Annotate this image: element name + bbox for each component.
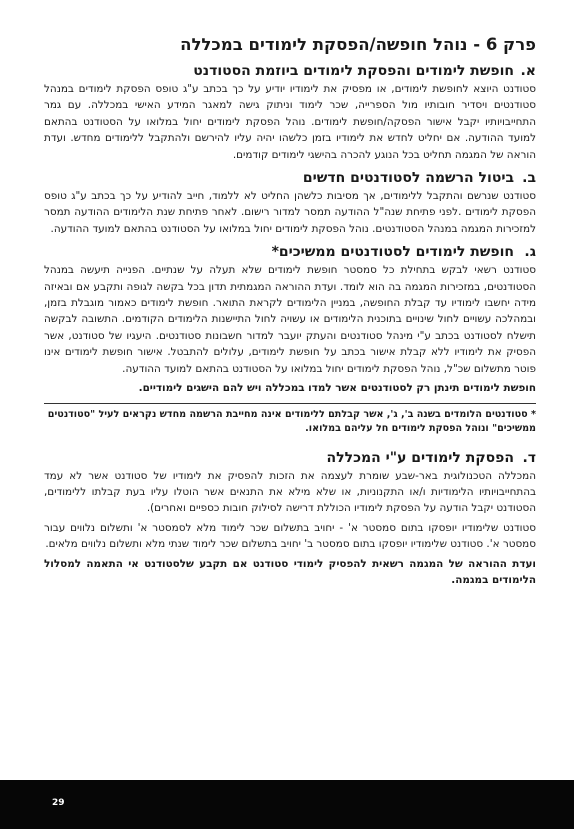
page-footer <box>0 780 574 829</box>
footnote: * סטודנטים הלומדים בשנה ב', ג', אשר קבלתם ללימודים אינה מחייבת הרשמה מחדש נקראים לעיל "סטודנטים ממשיכים" ונוהל הפסקת לימודים חל עליהם במלואו. <box>44 403 536 437</box>
section-a-paragraph: סטודנט היוצא לחופשת לימודים, או מפסיק את לימודיו יודיע על כך בכתב ע"ג טופס הפסקת לימודים במנהל סטודנטים ויסדיר חובותיו מול הספרייה, שכר לימוד וניתוק גישה למאגר המידע האישי במכללה. עם גמר התחייבויותיו יקבל אישור הפסקה/חופשת לימודים. נוהל הפסקת לימודים יחול במלואו על הסטודנט בהתאם למועד ההודעה. אם יחליט לחדש את לימודיו בזמן כלשהו יהיה עליו להירשם ולהתקבל ללימודים מחדש. ועדת הוראה של המגמה תחליט בכל הנוגע להכרה בהישגי לימודים קודמים. <box>44 83 536 161</box>
section-b-paragraph: סטודנט שנרשם והתקבל ללימודים, אך מסיבות כלשהן החליט לא ללמוד, חייב להודיע על כך בכתב ע"ג טופס הפסקת לימודים .לפני פתיחת שנה"ל ההודעה תמסר למדור רישום. לאחר פתיחת שנת הלימודים ההודעה תמסר למזכירות המגמה במנהל הסטודנטים. נוהל הפסקת לימודים יחול במלואו על הסטודנט בהתאם למועד ההודעה. <box>44 190 536 235</box>
section-letter: ג. <box>524 244 536 261</box>
chapter-title: פרק 6 - נוהל חופשה/הפסקת לימודים במכללה <box>180 35 536 54</box>
section-letter: ד. <box>522 449 536 466</box>
page-number: 29 <box>52 798 65 808</box>
section-d-heading <box>44 449 536 468</box>
section-title: ביטול הרשמה לסטודנטים חדשים <box>302 170 514 187</box>
section-letter: א. <box>520 63 536 79</box>
section-d-bold-paragraph: ועדת ההוראה של המגמה רשאית להפסיק לימודי סטודנט אם תקבע שלסטודנט אי התאמה למסלול הלימודים במגמה. <box>44 557 536 586</box>
section-c-bold-paragraph: חופשת לימודים תינתן רק לסטודנטים אשר למדו במכללה ויש להם הישגים לימודיים. <box>138 382 536 395</box>
section-c-heading <box>44 243 536 262</box>
section-letter: ב. <box>522 170 536 187</box>
section-title: חופשת לימודים והפסקת לימודים ביוזמת הסטודנט <box>193 63 514 79</box>
section-b-heading <box>44 169 536 188</box>
section-title: הפסקת לימודים ע"י המכללה <box>326 449 514 466</box>
section-a-heading <box>44 62 536 81</box>
section-d-paragraph-1: המכללה הטכנולוגית באר-שבע שומרת לעצמה את הזכות להפסיק את לימודיו של סטודנט אשר לא עמד בהתחייבויותיו הלימודיות ו/או התקנוניות, או שלא מילא את התנאים אשר הוטלו עליו בעת קבלתו ללימודים, הסטודנט יקבל הודעה על הפסקת לימודיו הכוללת דרישה לסילוק חובות כספיים ואחרים). <box>44 469 536 515</box>
section-c-paragraph: סטודנט רשאי לבקש בתחילת כל סמסטר חופשת לימודים שלא תעלה על שנתיים. הפנייה תיעשה במנהל הסטודנטים, במזכירות המגמה בה הוא לומד. ועדת ההוראה המגמתית תדון בכל בקשה לגופה ותקבע אם ובאיזה מידה יחשבו לימודיו עד קבלת החופשה, במניין הלימודים לקראת התואר. חופשת לימודים כאמור מוגבלת בזמן, ובמהלכה עשויים לחול שינויים בתוכנית הלימודים או עשויה לחול התיישנות הלימודים הקודמים. התשובה לבקשה תישלח לסטודנט בכתב ע"י מינהל סטודנטים והעתק יועבר למדור חשבונות סטודנטים. היעגיו של סטודנט, אשר הפסיק את לימודיו ללא קבלת אישור בכתב על חופשת לימודים, עלולים להתבטל. אישור חופשת לימודים אינו פוטר מתשלום שכ"ל, נוהל הפסקת לימודים יחול במלואו על הסטודנט בהתאם למועד ההודעה. <box>44 264 536 375</box>
page-content <box>44 34 536 588</box>
section-title: חופשת לימודים לסטודנטים ממשיכים* <box>271 244 514 261</box>
section-d-paragraph-2: סטודנט שלימודיו יופסקו בתום סמסטר א' - יחויב בתשלום שכר לימוד מלא לסמסטר א' ותשלום נלווים עבור סמסטר א'. סטודנט שלימודיו יופסקו בתום סמסטר ב' יחויב בתשלום שכר לימוד שנתי מלא ותשלום נלווים מלאים. <box>44 521 536 551</box>
